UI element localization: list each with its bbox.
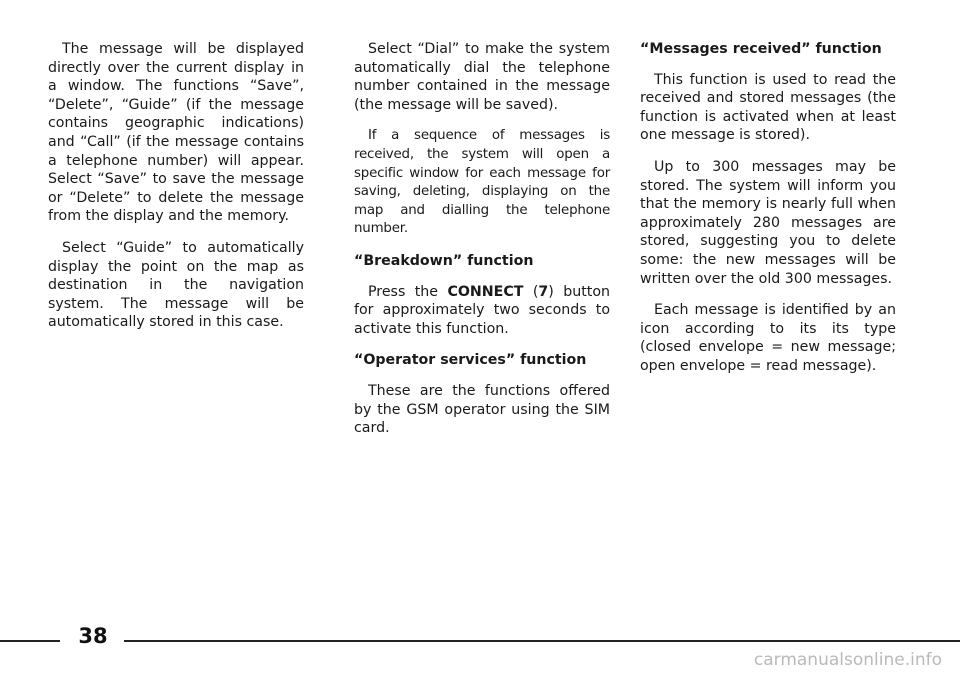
storage-capacity-paragraph: Up to 300 messages may be stored. The system will inform you that the memory is nearly full when approximately 280 messages are stored, suggesting you to delete some: the new messages will be written over the old 300 messages. xyxy=(640,158,896,287)
guide-paragraph: Select “Guide” to automatically display the point on the map as destination in the navigation system. The message will be automatically stored in this case. xyxy=(48,239,304,331)
dial-paragraph: Select “Dial” to make the system automatically dial the telephone number contained in the message (the message will be saved). xyxy=(354,41,610,113)
column-middle xyxy=(354,40,610,451)
footer-rule-right xyxy=(124,640,960,642)
message-icon-paragraph: Each message is identified by an icon according to its its type (closed envelope = new message; open envelope = read message). xyxy=(640,302,896,374)
message-display-paragraph: The message will be displayed directly over the current display in a window. The functions “Save”, “Delete”, “Guide” (if the message contains geographic indications) and “Call” (if the message contains a telephone number) will appear. Select “Save” to save the message or “Delete” to delete the message from the display and the memory. xyxy=(48,41,304,225)
breakdown-heading: “Breakdown” function xyxy=(354,252,534,269)
connect-key-label: CONNECT xyxy=(447,283,524,300)
column-right xyxy=(640,40,896,389)
sequence-paragraph: If a sequence of messages is received, the system will open a specific window for each message for saving, deleting, displaying on the map and dialling the telephone number. xyxy=(354,128,610,237)
footer-rule-left xyxy=(0,640,60,642)
breakdown-paragraph: Press the CONNECT (7) button for approximately two seconds to activate this function. xyxy=(354,283,610,337)
page-number: 38 xyxy=(78,624,108,648)
operator-services-paragraph: These are the functions offered by the GSM operator using the SIM card. xyxy=(354,382,610,437)
column-left xyxy=(48,40,304,345)
messages-received-paragraph: This function is used to read the received and stored messages (the function is activated when at least one message is stored). xyxy=(640,71,896,144)
messages-received-heading: “Messages received” function xyxy=(640,41,882,57)
connect-key-number: 7 xyxy=(538,283,549,300)
operator-services-heading: “Operator services” function xyxy=(354,352,587,369)
watermark: carmanualsonline.info xyxy=(753,650,942,670)
